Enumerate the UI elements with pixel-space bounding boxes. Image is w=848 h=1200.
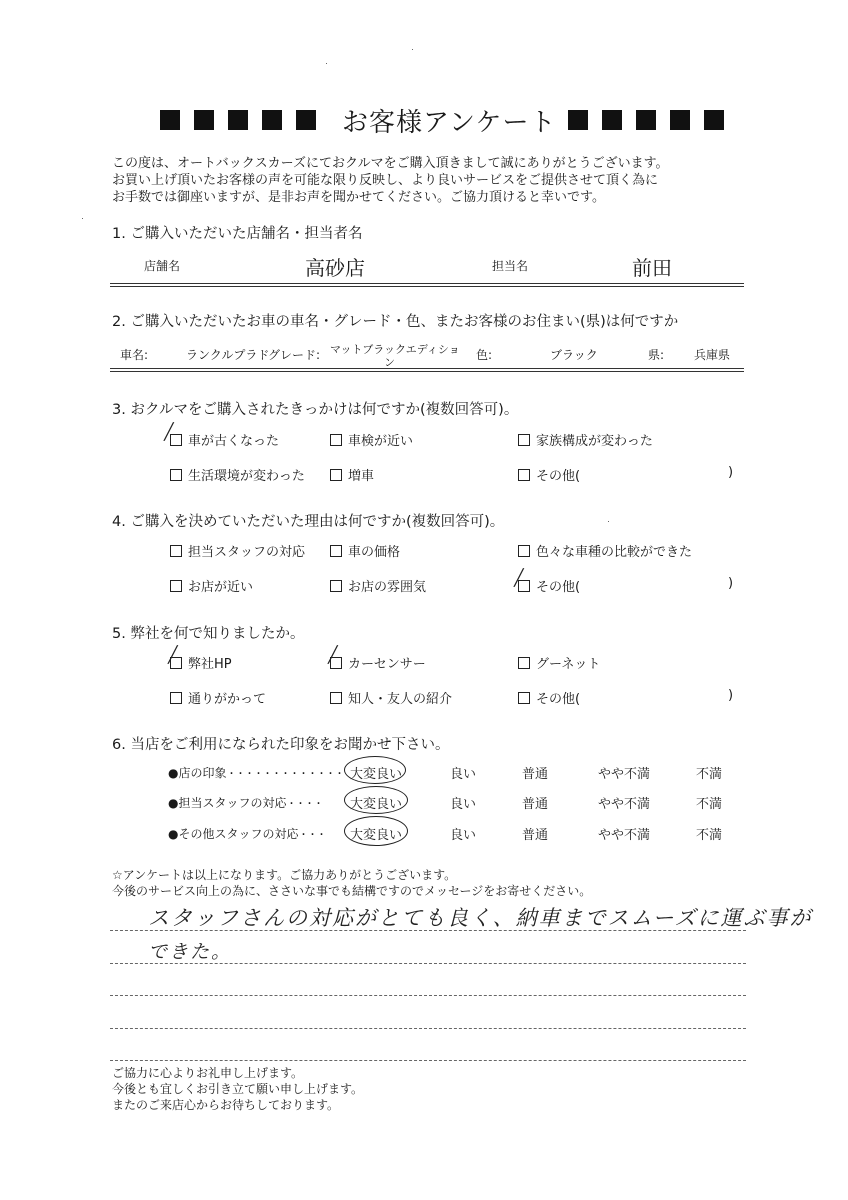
rating-good[interactable]: 良い — [450, 797, 477, 812]
message-rule — [110, 930, 746, 931]
square-icon — [194, 110, 214, 130]
checkbox-icon[interactable] — [330, 545, 342, 557]
staff-value: 前田 — [632, 256, 672, 280]
q2-heading: 2. ご購入いただいたお車の車名・グレード・色、またお客様のお住まい(県)は何ですか — [112, 314, 679, 330]
rating-normal[interactable]: 普通 — [522, 828, 549, 843]
rating-somewhat-dissatisfied[interactable]: やや不満 — [598, 767, 651, 782]
q5-option-other[interactable]: その他( — [518, 688, 580, 707]
check-mark-icon: ╱ — [168, 645, 178, 664]
message-rule — [110, 995, 746, 996]
selected-circle-icon — [344, 816, 408, 846]
title-row — [160, 100, 740, 140]
q3-option-additional[interactable]: 増車 — [330, 465, 374, 484]
checkbox-icon[interactable] — [518, 545, 530, 557]
q4-other-close: ) — [728, 576, 734, 591]
square-icon — [636, 110, 656, 130]
checkbox-icon[interactable] — [170, 469, 182, 481]
checkbox-icon[interactable] — [330, 469, 342, 481]
store-value: 高砂店 — [305, 256, 365, 280]
scan-speck — [326, 63, 327, 64]
checkbox-icon[interactable] — [170, 545, 182, 557]
q3-heading: 3. おクルマをご購入されたきっかけは何ですか(複数回答可)。 — [112, 402, 519, 418]
selected-circle-icon — [344, 786, 408, 814]
q2-underline — [110, 368, 744, 369]
scan-speck — [608, 521, 609, 522]
thanks-line: またのご来店心からお待ちしております。 — [112, 1098, 340, 1112]
checkbox-icon[interactable] — [170, 580, 182, 592]
rating-somewhat-dissatisfied[interactable]: やや不満 — [598, 797, 651, 812]
message-line: スタッフさんの対応がとても良く、納車までスムーズに運ぶ事が — [148, 906, 813, 930]
rating-dissatisfied[interactable]: 不満 — [696, 797, 723, 812]
pref-label: 県: — [648, 348, 665, 362]
scan-speck — [412, 49, 413, 50]
checkbox-icon[interactable] — [518, 692, 530, 704]
car-label: 車名: — [120, 348, 149, 362]
thanks-line: 今後とも宜しくお引き立て願い申し上げます。 — [112, 1082, 364, 1096]
q3-option-family[interactable]: 家族構成が変わった — [518, 430, 653, 449]
scan-speck — [82, 218, 83, 219]
q5-heading: 5. 弊社を何で知りましたか。 — [112, 626, 305, 642]
closing-note: 今後のサービス向上の為に、ささいな事でも結構ですのでメッセージをお寄せください。 — [112, 884, 592, 898]
square-icon — [670, 110, 690, 130]
square-icon — [160, 110, 180, 130]
q6-row-label: ●担当スタッフの対応・・・・ — [168, 796, 323, 810]
q3-other-close: ) — [728, 465, 734, 480]
rating-normal[interactable]: 普通 — [522, 767, 549, 782]
intro-line: この度は、オートバックスカーズにておクルマをご購入頂きまして誠にありがとうございます。 — [112, 156, 669, 171]
square-icon — [602, 110, 622, 130]
message-rule — [110, 1028, 746, 1029]
check-mark-icon: ╱ — [514, 568, 524, 587]
pref-value: 兵庫県 — [694, 348, 731, 362]
check-mark-icon: ╱ — [328, 645, 338, 664]
q4-heading: 4. ご購入を決めていただいた理由は何ですか(複数回答可)。 — [112, 514, 505, 530]
q5-option-hp[interactable]: 弊社HP — [170, 653, 232, 672]
q1-underline-2 — [110, 286, 744, 287]
intro-line: お手数では御座いますが、是非お声を聞かせてください。ご協力頂けると幸いです。 — [112, 190, 605, 205]
q5-option-carsensor[interactable]: カーセンサー — [330, 653, 426, 672]
rating-very-good[interactable]: 大変良い — [350, 797, 403, 812]
rating-somewhat-dissatisfied[interactable]: やや不満 — [598, 828, 651, 843]
check-mark-icon: ╱ — [164, 422, 174, 441]
car-value: ランクルプラド — [186, 348, 270, 362]
staff-label: 担当名 — [492, 259, 529, 273]
store-label: 店舗名 — [144, 259, 181, 273]
thanks-line: ご協力に心よりお礼申し上げます。 — [112, 1066, 304, 1080]
rating-dissatisfied[interactable]: 不満 — [696, 828, 723, 843]
rating-normal[interactable]: 普通 — [522, 797, 549, 812]
q5-option-goonet[interactable]: グーネット — [518, 653, 600, 672]
closing-note: ☆アンケートは以上になります。ご協力ありがとうございます。 — [112, 868, 457, 882]
checkbox-icon[interactable] — [330, 692, 342, 704]
page-title: お客様アンケート — [342, 108, 557, 138]
q4-option-price[interactable]: 車の価格 — [330, 541, 400, 560]
q6-heading: 6. 当店をご利用になられた印象をお聞かせ下さい。 — [112, 737, 450, 753]
color-value: ブラック — [550, 348, 598, 362]
square-icon — [568, 110, 588, 130]
q6-row-label: ●その他スタッフの対応・・・ — [168, 827, 326, 841]
q3-option-lifestyle[interactable]: 生活環境が変わった — [170, 465, 305, 484]
q3-option-other[interactable]: その他( — [518, 465, 580, 484]
q4-option-atmosphere[interactable]: お店の雰囲気 — [330, 576, 426, 595]
rating-very-good[interactable]: 大変良い — [350, 767, 403, 782]
intro-line: お買い上げ頂いたお客様の声を可能な限り反映し、より良いサービスをご提供させて頂く為に — [112, 173, 659, 188]
rating-good[interactable]: 良い — [450, 828, 477, 843]
rating-dissatisfied[interactable]: 不満 — [696, 767, 723, 782]
q5-option-referral[interactable]: 知人・友人の紹介 — [330, 688, 452, 707]
grade-label: グレード: — [268, 348, 321, 362]
q1-heading: 1. ご購入いただいた店舗名・担当者名 — [112, 226, 363, 242]
checkbox-icon[interactable] — [518, 657, 530, 669]
q4-option-compare[interactable]: 色々な車種の比較ができた — [518, 541, 692, 560]
q4-option-other[interactable]: その他( — [518, 576, 580, 595]
checkbox-icon[interactable] — [330, 434, 342, 446]
selected-circle-icon — [344, 756, 406, 784]
checkbox-icon[interactable] — [518, 434, 530, 446]
checkbox-icon[interactable] — [330, 580, 342, 592]
rating-good[interactable]: 良い — [450, 767, 477, 782]
square-icon — [228, 110, 248, 130]
color-label: 色: — [476, 348, 493, 362]
grade-value: マットブラックエディショ — [330, 343, 460, 356]
grade-value-cont: ン — [384, 356, 395, 369]
q6-row-label: ●店の印象・・・・・・・・・・・・・ — [168, 766, 344, 780]
checkbox-icon[interactable] — [170, 692, 182, 704]
q2-underline-2 — [110, 371, 744, 372]
message-rule — [110, 1060, 746, 1061]
q1-underline — [110, 283, 744, 284]
q4-option-near[interactable]: お店が近い — [170, 576, 253, 595]
q5-option-passing[interactable]: 通りがかって — [170, 688, 266, 707]
checkbox-icon[interactable] — [518, 469, 530, 481]
q3-option-inspection[interactable]: 車検が近い — [330, 430, 413, 449]
square-icon — [262, 110, 282, 130]
q3-option-old-car[interactable]: 車が古くなった — [170, 430, 279, 449]
q4-option-staff[interactable]: 担当スタッフの対応 — [170, 541, 305, 560]
message-rule — [110, 963, 746, 964]
square-icon — [296, 110, 316, 130]
message-line: できた。 — [148, 941, 233, 963]
q5-other-close: ) — [728, 688, 734, 703]
square-icon — [704, 110, 724, 130]
rating-very-good[interactable]: 大変良い — [350, 828, 403, 843]
